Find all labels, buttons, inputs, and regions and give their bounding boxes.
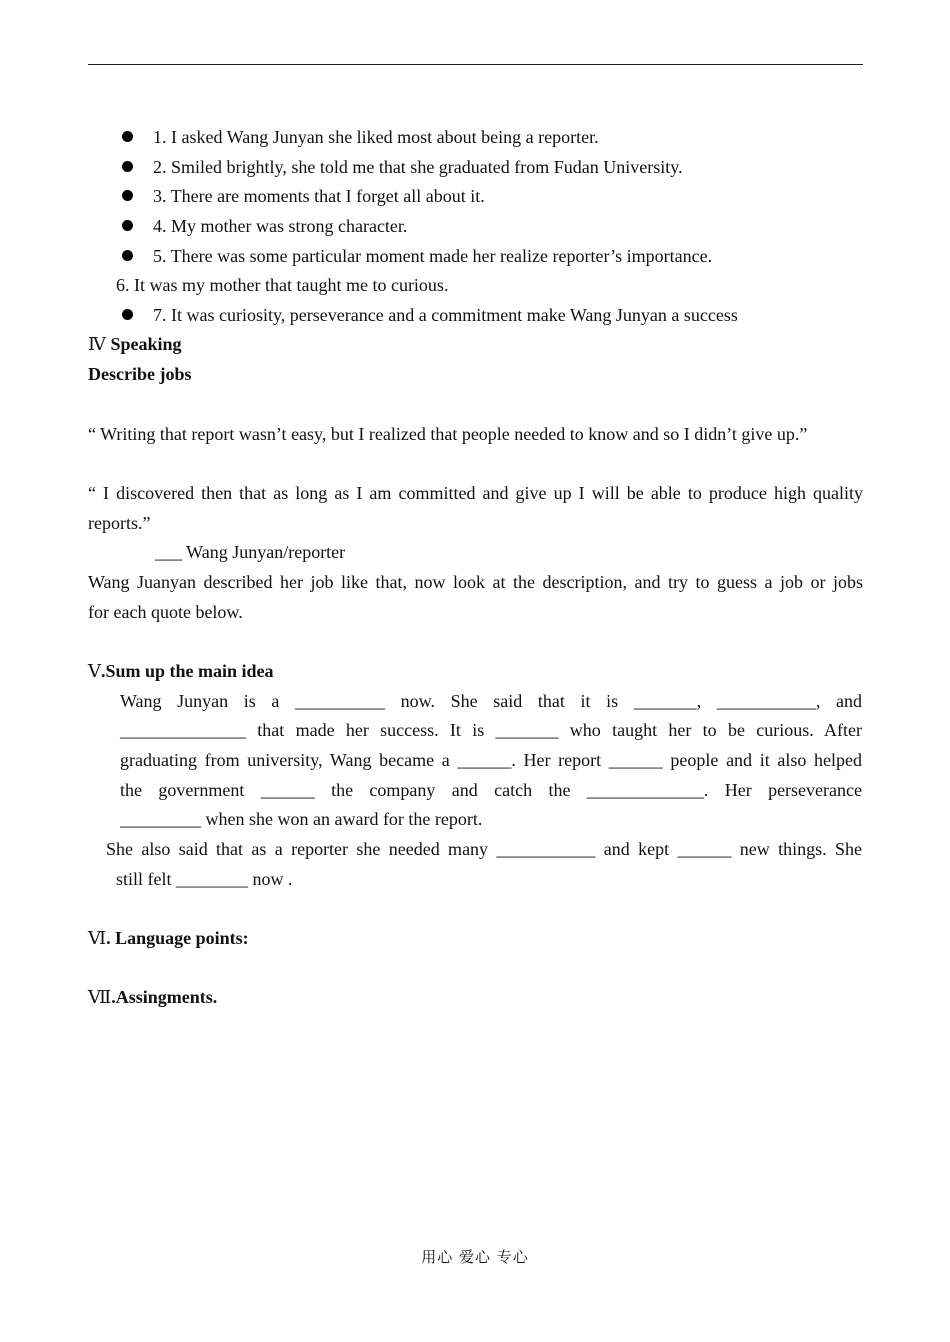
summary-line-1: Wang Junyan is a __________ now. She said that it is _______, ___________, and: [120, 691, 862, 711]
summary-line-7: still felt ________ now .: [116, 869, 293, 889]
section-title: Speaking: [110, 334, 182, 354]
quote-2-line-2: reports.”: [88, 513, 151, 533]
summary-line-3: graduating from university, Wang became a ______. Her report ______ people and it also helped: [120, 750, 862, 770]
bullet-dot: [122, 131, 133, 142]
sentence-7: 7. It was curiosity, perseverance and a commitment make Wang Junyan a success: [153, 305, 738, 325]
section-title: .Sum up the main idea: [101, 661, 274, 681]
bullet-dot: [122, 190, 133, 201]
language-points-heading: [88, 927, 863, 950]
section-title: .Assingments.: [111, 987, 218, 1007]
sentence-4: 4. My mother was strong character.: [153, 216, 408, 236]
speaking-heading: [88, 333, 863, 356]
bullet-dot: [122, 161, 133, 172]
quote-attribution: ___ Wang Junyan/reporter: [155, 542, 346, 562]
section-numeral: Ⅳ: [88, 334, 106, 355]
header-rule: [88, 64, 863, 65]
summary-line-5: _________ when she won an award for the report.: [120, 809, 483, 829]
speaking-subtitle: Describe jobs: [88, 364, 192, 384]
instruction-line-1: Wang Juanyan described her job like that, now look at the description, and try to guess a job or jobs: [88, 572, 863, 592]
quote-1: “ Writing that report wasn’t easy, but I realized that people needed to know and so I didn’t give up.”: [88, 424, 808, 444]
bullet-dot: [122, 250, 133, 261]
section-title: . Language points:: [106, 928, 249, 948]
summary-line-4: the government ______ the company and catch the _____________. Her perseverance: [120, 780, 862, 800]
sentence-5: 5. There was some particular moment made her realize reporter’s importance.: [153, 246, 713, 266]
summary-heading: [88, 660, 863, 683]
quote-2-line-1: “ I discovered then that as long as I am committed and give up I will be able to produce high quality: [88, 483, 863, 503]
sentence-3: 3. There are moments that I forget all about it.: [153, 186, 485, 206]
instruction-line-2: for each quote below.: [88, 602, 243, 622]
section-numeral: Ⅴ: [88, 661, 101, 682]
summary-line-6: She also said that as a reporter she needed many ___________ and kept ______ new things. She: [106, 839, 862, 859]
sentence-1: 1. I asked Wang Junyan she liked most about being a reporter.: [153, 127, 599, 147]
sentence-6: 6. It was my mother that taught me to curious.: [116, 275, 449, 295]
bullet-dot: [122, 309, 133, 320]
bullet-dot: [122, 220, 133, 231]
section-numeral: Ⅶ: [88, 987, 112, 1008]
summary-line-2: ______________ that made her success. It is _______ who taught her to be curious. After: [120, 720, 862, 740]
page-footer: 用心 爱心 专心: [421, 1248, 529, 1266]
sentence-2: 2. Smiled brightly, she told me that she graduated from Fudan University.: [153, 157, 683, 177]
section-numeral: Ⅵ: [88, 928, 107, 949]
assignments-heading: [88, 986, 863, 1009]
